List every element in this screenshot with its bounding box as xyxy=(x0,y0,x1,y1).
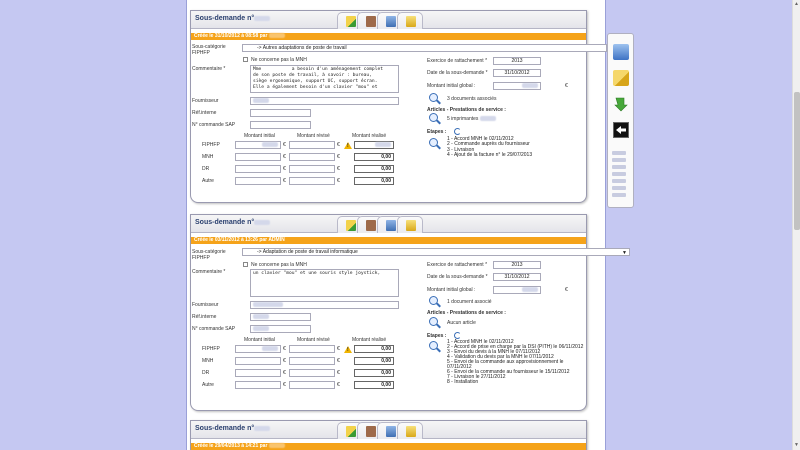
montant-revise-cell[interactable] xyxy=(289,165,335,173)
panel-title: Sous-demande n° xyxy=(195,219,270,226)
montant-initial-cell[interactable] xyxy=(235,153,281,161)
montant-realise-cell[interactable]: 0,00 xyxy=(354,153,394,161)
euro-symbol: € xyxy=(337,166,340,172)
panel-header xyxy=(191,215,586,233)
sous-categorie-select[interactable]: -> Autres adaptations de poste de travail xyxy=(242,44,607,52)
nav-item[interactable] xyxy=(612,193,626,197)
etape-item: 4 - Validation du devis par la MNH le 07/11/2012 xyxy=(447,354,554,360)
montant-revise-cell[interactable] xyxy=(289,153,335,161)
euro-symbol: € xyxy=(283,358,286,364)
montant-initial-cell[interactable] xyxy=(235,177,281,185)
euro-symbol: € xyxy=(283,142,286,148)
euro-symbol: € xyxy=(337,346,340,352)
panel-header xyxy=(191,11,586,29)
etape-item: 5 - Envoi de la commande aux approvisionnement le 07/11/2012 xyxy=(447,359,564,370)
tab-alert[interactable] xyxy=(397,12,423,29)
created-banner: Créée le 29/04/2013 à 14:21 par xyxy=(191,443,586,450)
sous-demande-panel-2 xyxy=(190,214,627,411)
etape-item: 4 - Ajout de la facture n° le 29/07/2013 xyxy=(447,152,533,159)
montant-revise-cell[interactable] xyxy=(289,141,335,149)
tab-alert[interactable] xyxy=(397,422,423,439)
montant-initial-cell[interactable] xyxy=(235,165,281,173)
montant-revise-cell[interactable] xyxy=(289,369,335,377)
ne-concerne-checkbox[interactable] xyxy=(243,57,248,62)
euro-symbol: € xyxy=(337,178,340,184)
tab-alert[interactable] xyxy=(397,216,423,233)
montant-realise-cell[interactable]: 0,00 xyxy=(354,357,394,365)
montant-revise-cell[interactable] xyxy=(289,381,335,389)
exercice-label: Exercice de rattachement * xyxy=(427,262,488,268)
commande-sap-label: N° commande SAP xyxy=(192,122,236,128)
row-label: DR xyxy=(202,166,210,172)
created-banner: Créée le 03/11/2012 à 13:26 par ADMIN xyxy=(191,237,586,244)
euro-symbol: € xyxy=(283,178,286,184)
fournisseur-field[interactable] xyxy=(250,97,399,105)
montant-realise-cell[interactable]: 0,00 xyxy=(354,345,394,353)
exercice-field[interactable]: 2013 xyxy=(493,261,541,269)
etape-item: 8 - Installation xyxy=(447,379,479,385)
etape-item: 1 - Accord MNH le 02/11/2012 xyxy=(447,339,514,345)
sous-categorie-label: Sous-catégorie FIPHFP xyxy=(192,44,226,56)
action-sidebar xyxy=(607,33,634,208)
chevron-down-icon: ▼ xyxy=(622,250,627,256)
search-icon[interactable] xyxy=(429,93,441,105)
euro-symbol: € xyxy=(337,382,340,388)
euro-symbol: € xyxy=(283,370,286,376)
documents-icon xyxy=(366,16,376,27)
montant-global-label: Montant initial global : xyxy=(427,83,476,89)
euro-symbol: € xyxy=(283,346,286,352)
sous-demande-panel-1 xyxy=(190,10,587,203)
sous-categorie-label: Sous-catégorie FIPHFP xyxy=(192,249,226,261)
nav-item[interactable] xyxy=(612,172,626,176)
etapes-list xyxy=(447,137,532,159)
euro-symbol: € xyxy=(283,382,286,388)
montant-global-field[interactable] xyxy=(493,82,541,90)
montant-revise-cell[interactable] xyxy=(289,177,335,185)
nav-item[interactable] xyxy=(612,179,626,183)
euro-symbol: € xyxy=(337,358,340,364)
articles-link[interactable]: Aucun article xyxy=(447,320,476,326)
articles-label: Articles - Prestations de service : xyxy=(427,310,506,316)
nav-item[interactable] xyxy=(612,158,626,162)
refresh-icon[interactable] xyxy=(454,332,461,339)
montant-global-field[interactable] xyxy=(493,286,541,294)
etape-item: 2 - Commande auprès du fournisseur xyxy=(447,141,530,148)
search-icon[interactable] xyxy=(429,113,441,125)
euro-symbol: € xyxy=(337,142,340,148)
euro-symbol: € xyxy=(337,154,340,160)
date-label: Date de la sous-demande * xyxy=(427,274,488,280)
etapes-label: Etapes : xyxy=(427,333,447,339)
documents-link[interactable]: 3 documents associés xyxy=(447,96,497,102)
documents-icon xyxy=(366,220,376,231)
scroll-up-icon[interactable]: ▲ xyxy=(794,1,799,7)
ref-interne-label: Réf.interne xyxy=(192,110,217,116)
montant-initial-cell[interactable] xyxy=(235,141,281,149)
etape-item: 3 - Envoi du devis à la MNH le 07/11/2012 xyxy=(447,349,541,355)
euro-symbol: € xyxy=(337,370,340,376)
euro-symbol: € xyxy=(283,154,286,160)
row-label: MNH xyxy=(202,154,214,160)
sous-demande-nav-list xyxy=(612,148,626,200)
col-montant-realise: Montant réalisé xyxy=(352,133,387,139)
save-icon[interactable] xyxy=(613,44,629,60)
arrow-down-icon[interactable] xyxy=(613,96,629,112)
created-banner: Créée le 31/10/2012 à 08:58 par xyxy=(191,33,586,40)
etape-item: 7 - Livraison le 27/11/2012 xyxy=(447,374,506,380)
commentaire-textarea[interactable]: Mme a besoin d'un aménagement complet de son poste de travail, à savoir : bureau, siège ergonomique, support UC, support écran. Elle a également besoin d'un clavier "mou" et xyxy=(250,65,399,93)
col-montant-revise: Montant révisé xyxy=(297,133,330,139)
search-icon[interactable] xyxy=(429,317,441,329)
search-icon[interactable] xyxy=(429,296,441,308)
ne-concerne-checkbox[interactable] xyxy=(243,262,248,267)
ref-interne-field[interactable] xyxy=(250,109,311,117)
commentaire-label: Commentaire * xyxy=(192,269,226,275)
montant-initial-cell[interactable] xyxy=(235,345,281,353)
exercice-field[interactable]: 2013 xyxy=(493,57,541,65)
col-montant-initial: Montant initial xyxy=(244,337,275,343)
date-label: Date de la sous-demande * xyxy=(427,70,488,76)
edit-icon xyxy=(346,220,356,231)
commentaire-label: Commentaire * xyxy=(192,66,226,72)
nav-item[interactable] xyxy=(612,165,626,169)
nav-item[interactable] xyxy=(612,186,626,190)
search-icon[interactable] xyxy=(429,341,441,353)
alert-icon xyxy=(406,220,416,231)
montant-initial-cell[interactable] xyxy=(235,369,281,377)
montant-global-label: Montant initial global : xyxy=(427,287,476,293)
date-field[interactable]: 31/10/2012 xyxy=(493,273,541,281)
row-label: DR xyxy=(202,370,210,376)
montant-realise-cell[interactable]: 0,00 xyxy=(354,165,394,173)
ref-interne-field[interactable] xyxy=(250,313,311,321)
etape-item: 1 - Accord MNH le 02/11/2012 xyxy=(447,136,514,142)
sous-categorie-select[interactable]: -> Adaptation de poste de travail informatique ▼ xyxy=(242,248,630,256)
montant-realise-cell[interactable]: 0,00 xyxy=(354,369,394,377)
trash-icon xyxy=(386,16,396,27)
trash-icon xyxy=(386,220,396,231)
exercice-label: Exercice de rattachement * xyxy=(427,58,488,64)
row-label: Autre xyxy=(202,382,214,388)
sous-demande-panel-3 xyxy=(190,420,587,450)
refresh-icon[interactable] xyxy=(454,128,461,135)
montant-realise-cell[interactable] xyxy=(354,141,394,149)
fournisseur-label: Fournisseur xyxy=(192,98,219,104)
montant-revise-cell[interactable] xyxy=(289,357,335,365)
edit-icon xyxy=(346,426,356,437)
etapes-label: Etapes : xyxy=(427,129,447,135)
montant-realise-cell[interactable]: 0,00 xyxy=(354,381,394,389)
warning-icon xyxy=(344,346,352,353)
articles-label: Articles - Prestations de service : xyxy=(427,107,506,113)
euro-symbol: € xyxy=(283,166,286,172)
warning-icon xyxy=(344,142,352,149)
edit-document-icon[interactable] xyxy=(613,70,629,86)
etape-item: 3 - Livraison xyxy=(447,146,475,153)
fournisseur-label: Fournisseur xyxy=(192,302,219,308)
montant-initial-cell[interactable] xyxy=(235,381,281,389)
trash-icon xyxy=(386,426,396,437)
etape-item: 2 - Accord de prise en charge par la DSI (PITH) le 06/11/2012 xyxy=(447,344,584,350)
row-label: MNH xyxy=(202,358,214,364)
documents-icon xyxy=(366,426,376,437)
montant-revise-cell[interactable] xyxy=(289,345,335,353)
row-label: FIPHFP xyxy=(202,142,220,148)
date-field[interactable]: 31/10/2012 xyxy=(493,69,541,77)
montant-initial-cell[interactable] xyxy=(235,357,281,365)
row-label: Autre xyxy=(202,178,214,184)
commande-sap-label: N° commande SAP xyxy=(192,326,236,332)
euro-symbol: € xyxy=(565,83,568,89)
scroll-down-icon[interactable]: ▼ xyxy=(794,442,799,448)
commande-sap-field[interactable] xyxy=(250,325,311,333)
euro-symbol: € xyxy=(565,287,568,293)
commentaire-textarea[interactable]: un clavier "mou" et une souris style joystick, xyxy=(250,269,399,297)
articles-link[interactable]: 5 imprimantes xyxy=(447,116,496,122)
col-montant-initial: Montant initial xyxy=(244,133,275,139)
documents-link[interactable]: 1 document associé xyxy=(447,299,492,305)
panel-header xyxy=(191,421,586,439)
edit-icon xyxy=(346,16,356,27)
search-icon[interactable] xyxy=(429,138,441,150)
fournisseur-field[interactable] xyxy=(250,301,399,309)
etape-item: 6 - Envoi de la commande au fournisseur le 15/11/2012 xyxy=(447,369,570,375)
nav-item[interactable] xyxy=(612,151,626,155)
etapes-list xyxy=(447,340,586,385)
ne-concerne-label: Ne concerne pas la MNH xyxy=(251,262,307,268)
montant-realise-cell[interactable]: 0,00 xyxy=(354,177,394,185)
ref-interne-label: Réf.interne xyxy=(192,314,217,320)
scrollbar[interactable] xyxy=(792,0,800,450)
commande-sap-field[interactable] xyxy=(250,121,311,129)
col-montant-revise: Montant révisé xyxy=(297,337,330,343)
alert-icon xyxy=(406,16,416,27)
back-arrow-icon[interactable] xyxy=(613,122,629,138)
panel-title: Sous-demande n° xyxy=(195,15,270,22)
ne-concerne-label: Ne concerne pas la MNH xyxy=(251,57,307,63)
alert-icon xyxy=(406,426,416,437)
row-label: FIPHFP xyxy=(202,346,220,352)
scroll-thumb[interactable] xyxy=(794,92,800,230)
col-montant-realise: Montant réalisé xyxy=(352,337,387,343)
panel-title: Sous-demande n° xyxy=(195,425,270,432)
